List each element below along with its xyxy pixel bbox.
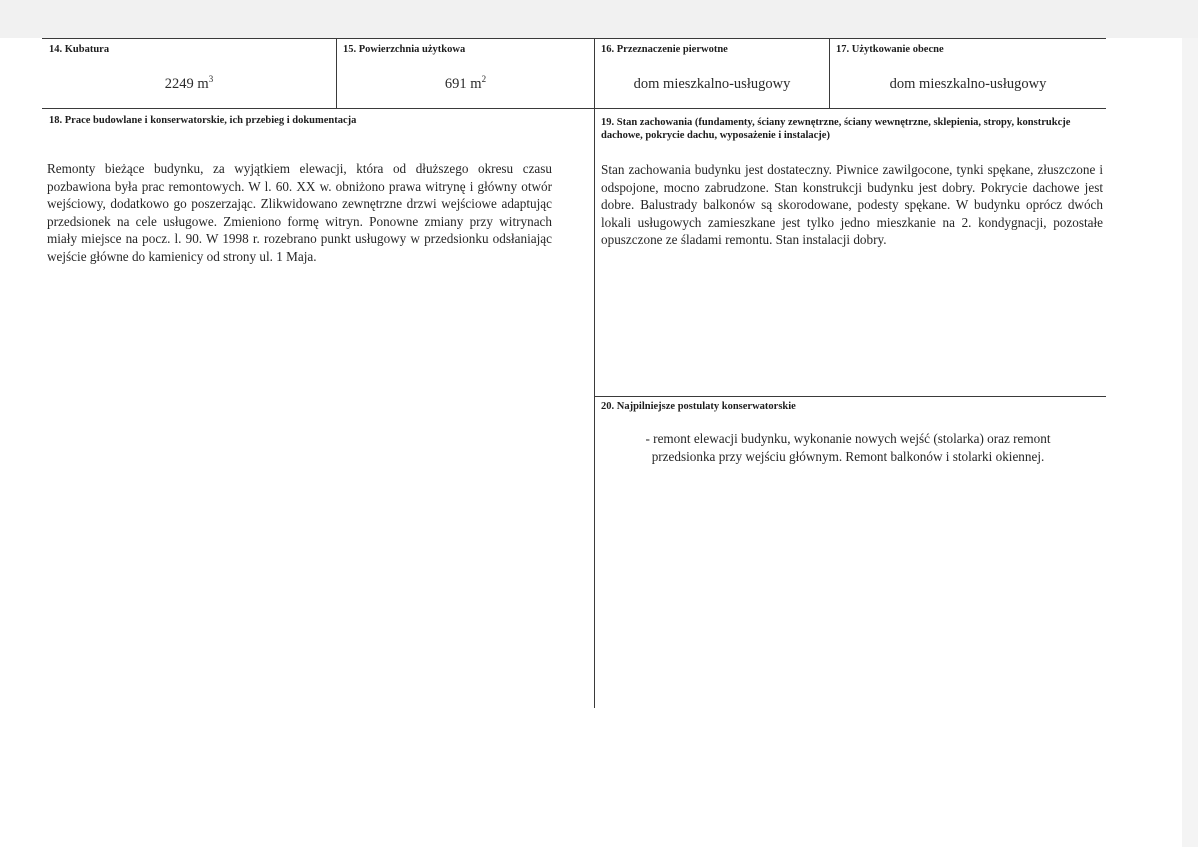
column-divider xyxy=(594,38,595,708)
przeznaczenie-label: 16. Przeznaczenie pierwotne xyxy=(601,44,728,55)
prace-label: 18. Prace budowlane i konserwatorskie, ich przebieg i dokumentacja xyxy=(49,115,357,126)
section-divider xyxy=(594,396,1106,397)
kubatura-value: 2249 $m^3$ xyxy=(164,74,214,92)
cell-divider xyxy=(829,38,830,109)
stan-label: 19. Stan zachowania (fundamenty, ściany zewnętrzne, ściany wewnętrzne, sklepienia, stropy, konstrukcje dachowe, pokrycie dachu, wyposażenie i instalacje) xyxy=(601,117,1071,141)
scan-right-margin xyxy=(1182,38,1198,847)
uzytkowanie-label: 17. Użytkowanie obecne xyxy=(836,44,944,55)
table-top-border xyxy=(42,38,1106,39)
powierzchnia-value: 691 $m^2$ xyxy=(444,74,487,92)
powierzchnia-label: 15. Powierzchnia użytkowa xyxy=(343,44,466,55)
prace-text: Remonty bieżące budynku, za wyjątkiem elewacji, która od dłuższego okresu czasu pozbawiona była prac remontowych. W l. 60. XX w. obniżono prawa witrynę i główny otwór wejściowy, dodatkowo go poszerzając. Zlikwidowano zewnętrzne drzwi wejściowe adaptując przedsionek na cele usługowe. Zmieniono formę witryn. Ponowne zmiany przy witrynach miały miejsce na pocz. l. 90. W 1998 r. rozebrano punkt usługowy w przedsionku odsłaniając wejście główne do kamienicy od strony ul. 1 Maja. xyxy=(47,161,552,264)
postulaty-label: 20. Najpilniejsze postulaty konserwatorskie xyxy=(601,401,796,412)
row-divider xyxy=(42,108,1106,109)
scan-top-margin xyxy=(0,0,1198,38)
stan-text: Stan zachowania budynku jest dostateczny. Piwnice zawilgocone, tynki spękane, złuszczone i odspojone, mocno zabrudzone. Stan konstrukcji budynku jest dobry. Pokrycie dachowe jest dobre. Balustrady balkonów są skorodowane, podesty spękane. W budynku oprócz dwóch lokali usługowych zamieszkane jest tylko jedno mieszkanie na 2. kondygnacji, pozostałe opuszczone ze śladami remontu. Stan instalacji dobry. xyxy=(601,162,1103,248)
przeznaczenie-value: dom mieszkalno-usługowy xyxy=(633,76,791,92)
kubatura-label: 14. Kubatura xyxy=(49,44,110,55)
postulaty-text: - remont elewacji budynku, wykonanie nowych wejść (stolarka) oraz remont przedsionka przy wejściu głównym. Remont balkonów i stolarki okiennej. xyxy=(645,431,1051,464)
uzytkowanie-value: dom mieszkalno-usługowy xyxy=(889,76,1047,92)
